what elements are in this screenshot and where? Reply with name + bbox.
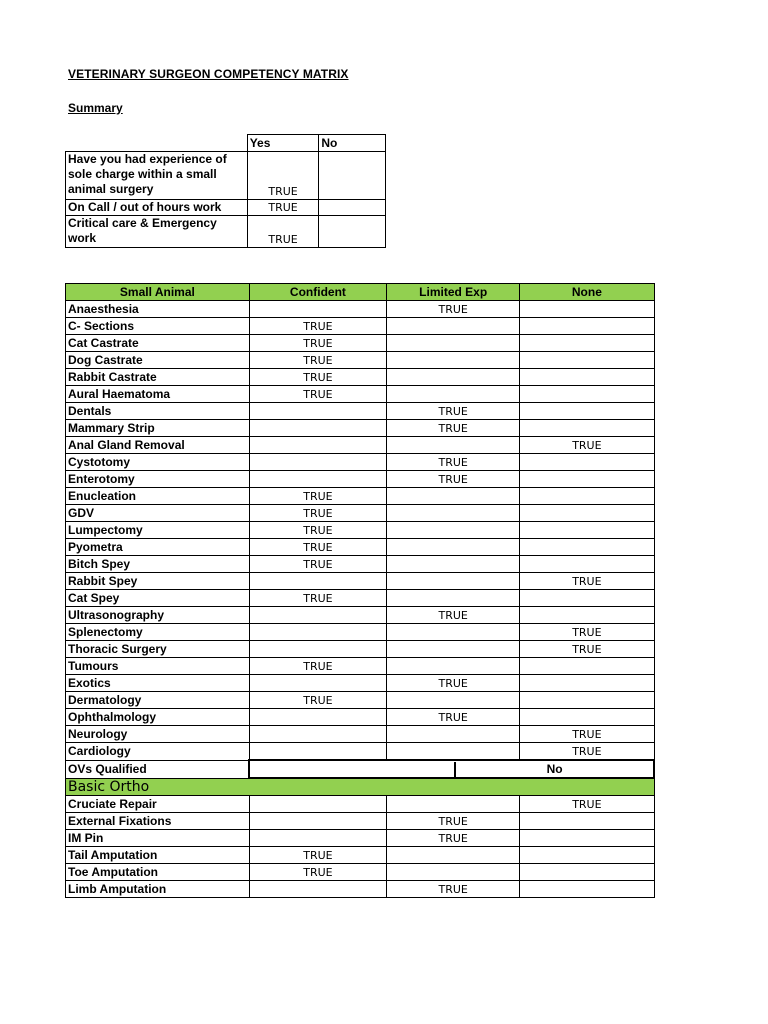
none-cell[interactable] xyxy=(520,335,654,352)
none-cell[interactable] xyxy=(520,386,654,403)
limited-exp-cell[interactable] xyxy=(387,386,520,403)
limited-exp-cell[interactable]: TRUE xyxy=(387,607,520,624)
matrix-row xyxy=(66,813,655,830)
none-cell[interactable] xyxy=(520,556,654,573)
confident-cell[interactable]: TRUE xyxy=(249,539,386,556)
matrix-row xyxy=(66,522,655,539)
confident-cell[interactable]: TRUE xyxy=(249,335,386,352)
none-cell[interactable] xyxy=(520,692,654,709)
matrix-row xyxy=(66,437,655,454)
procedure-name: Thoracic Surgery xyxy=(66,641,250,658)
confident-cell[interactable] xyxy=(249,471,386,488)
matrix-row xyxy=(66,318,655,335)
procedure-name: External Fixations xyxy=(66,813,250,830)
none-cell[interactable] xyxy=(520,318,654,335)
procedure-name: Enterotomy xyxy=(66,471,250,488)
matrix-row xyxy=(66,675,655,692)
limited-exp-cell[interactable] xyxy=(387,847,520,864)
none-cell[interactable] xyxy=(520,709,654,726)
summary-yes-cell[interactable]: TRUE xyxy=(247,152,319,200)
limited-exp-cell[interactable] xyxy=(387,692,520,709)
limited-exp-cell[interactable] xyxy=(387,641,520,658)
confident-cell[interactable] xyxy=(249,641,386,658)
confident-cell[interactable] xyxy=(249,830,386,847)
matrix-row xyxy=(66,847,655,864)
ovs-qualified-field[interactable] xyxy=(249,760,654,778)
procedure-name: Limb Amputation xyxy=(66,881,250,898)
none-cell[interactable] xyxy=(520,539,654,556)
limited-exp-cell[interactable] xyxy=(387,522,520,539)
limited-exp-cell[interactable] xyxy=(387,658,520,675)
procedure-name: Tail Amputation xyxy=(66,847,250,864)
none-cell[interactable] xyxy=(520,813,654,830)
header-none: None xyxy=(520,284,654,301)
procedure-name: Splenectomy xyxy=(66,624,250,641)
procedure-name: Rabbit Spey xyxy=(66,573,250,590)
matrix-row xyxy=(66,881,655,898)
confident-cell[interactable]: TRUE xyxy=(249,522,386,539)
procedure-name: Cardiology xyxy=(66,743,250,761)
confident-cell[interactable] xyxy=(249,420,386,437)
procedure-name: Ophthalmology xyxy=(66,709,250,726)
matrix-row xyxy=(66,420,655,437)
procedure-name: Exotics xyxy=(66,675,250,692)
confident-cell[interactable]: TRUE xyxy=(249,369,386,386)
ovs-qualified-label: OVs Qualified xyxy=(66,760,250,778)
confident-cell[interactable] xyxy=(249,813,386,830)
procedure-name: Pyometra xyxy=(66,539,250,556)
limited-exp-cell[interactable] xyxy=(387,726,520,743)
competency-matrix-table xyxy=(65,283,655,898)
procedure-name: Enucleation xyxy=(66,488,250,505)
none-cell[interactable]: TRUE xyxy=(520,641,654,658)
none-cell[interactable] xyxy=(520,658,654,675)
procedure-name: Anaesthesia xyxy=(66,301,250,318)
procedure-name: IM Pin xyxy=(66,830,250,847)
limited-exp-cell[interactable]: TRUE xyxy=(387,709,520,726)
summary-table xyxy=(65,134,386,248)
summary-header-no: No xyxy=(319,135,386,152)
none-cell[interactable] xyxy=(520,420,654,437)
limited-exp-cell[interactable] xyxy=(387,556,520,573)
none-cell[interactable] xyxy=(520,864,654,881)
matrix-row xyxy=(66,641,655,658)
procedure-name: Cystotomy xyxy=(66,454,250,471)
summary-no-cell[interactable] xyxy=(319,216,386,248)
matrix-row xyxy=(66,539,655,556)
section-header-basic-ortho xyxy=(66,778,655,796)
summary-question: On Call / out of hours work xyxy=(66,200,248,216)
summary-yes-cell[interactable]: TRUE xyxy=(247,216,319,248)
summary-header-blank xyxy=(66,135,248,152)
matrix-row xyxy=(66,658,655,675)
confident-cell[interactable]: TRUE xyxy=(249,505,386,522)
matrix-row xyxy=(66,403,655,420)
summary-row xyxy=(66,200,386,216)
matrix-row xyxy=(66,471,655,488)
procedure-name: Neurology xyxy=(66,726,250,743)
limited-exp-cell[interactable] xyxy=(387,352,520,369)
limited-exp-cell[interactable] xyxy=(387,505,520,522)
matrix-row xyxy=(66,386,655,403)
header-small-animal: Small Animal xyxy=(66,284,250,301)
procedure-name: Lumpectomy xyxy=(66,522,250,539)
none-cell[interactable] xyxy=(520,830,654,847)
confident-cell[interactable] xyxy=(249,675,386,692)
procedure-name: Rabbit Castrate xyxy=(66,369,250,386)
procedure-name: Cruciate Repair xyxy=(66,796,250,813)
matrix-body xyxy=(66,301,655,898)
matrix-row xyxy=(66,335,655,352)
confident-cell[interactable] xyxy=(249,437,386,454)
limited-exp-cell[interactable] xyxy=(387,864,520,881)
procedure-name: Mammary Strip xyxy=(66,420,250,437)
ovs-qualified-blank xyxy=(250,762,456,777)
none-cell[interactable]: TRUE xyxy=(520,573,654,590)
summary-no-cell[interactable] xyxy=(319,152,386,200)
limited-exp-cell[interactable]: TRUE xyxy=(387,830,520,847)
confident-cell[interactable]: TRUE xyxy=(249,864,386,881)
document-title: VETERINARY SURGEON COMPETENCY MATRIX xyxy=(68,67,349,81)
confident-cell[interactable] xyxy=(249,454,386,471)
matrix-row xyxy=(66,369,655,386)
matrix-header-row xyxy=(66,284,655,301)
procedure-name: Anal Gland Removal xyxy=(66,437,250,454)
matrix-row xyxy=(66,352,655,369)
limited-exp-cell[interactable] xyxy=(387,437,520,454)
section-title: Basic Ortho xyxy=(66,778,655,796)
summary-row xyxy=(66,152,386,200)
none-cell[interactable] xyxy=(520,471,654,488)
procedure-name: GDV xyxy=(66,505,250,522)
confident-cell[interactable] xyxy=(249,743,386,761)
matrix-row xyxy=(66,864,655,881)
confident-cell[interactable]: TRUE xyxy=(249,847,386,864)
confident-cell[interactable]: TRUE xyxy=(249,488,386,505)
procedure-name: Tumours xyxy=(66,658,250,675)
limited-exp-cell[interactable] xyxy=(387,573,520,590)
procedure-name: Cat Castrate xyxy=(66,335,250,352)
procedure-name: Dentals xyxy=(66,403,250,420)
header-confident: Confident xyxy=(249,284,386,301)
none-cell[interactable] xyxy=(520,301,654,318)
confident-cell[interactable] xyxy=(249,573,386,590)
confident-cell[interactable]: TRUE xyxy=(249,692,386,709)
summary-heading: Summary xyxy=(68,101,123,115)
confident-cell[interactable] xyxy=(249,403,386,420)
none-cell[interactable] xyxy=(520,454,654,471)
none-cell[interactable] xyxy=(520,522,654,539)
matrix-row xyxy=(66,454,655,471)
procedure-name: Dermatology xyxy=(66,692,250,709)
limited-exp-cell[interactable] xyxy=(387,796,520,813)
procedure-name: Bitch Spey xyxy=(66,556,250,573)
limited-exp-cell[interactable]: TRUE xyxy=(387,420,520,437)
none-cell[interactable]: TRUE xyxy=(520,796,654,813)
matrix-row xyxy=(66,505,655,522)
matrix-row xyxy=(66,573,655,590)
limited-exp-cell[interactable] xyxy=(387,369,520,386)
procedure-name: Aural Haematoma xyxy=(66,386,250,403)
procedure-name: Cat Spey xyxy=(66,590,250,607)
none-cell[interactable] xyxy=(520,881,654,898)
confident-cell[interactable] xyxy=(249,726,386,743)
confident-cell[interactable]: TRUE xyxy=(249,590,386,607)
none-cell[interactable] xyxy=(520,590,654,607)
matrix-row xyxy=(66,624,655,641)
summary-yes-cell[interactable]: TRUE xyxy=(247,200,319,216)
limited-exp-cell[interactable] xyxy=(387,318,520,335)
matrix-row xyxy=(66,726,655,743)
limited-exp-cell[interactable]: TRUE xyxy=(387,454,520,471)
none-cell[interactable] xyxy=(520,675,654,692)
none-cell[interactable] xyxy=(520,847,654,864)
matrix-row xyxy=(66,301,655,318)
confident-cell[interactable]: TRUE xyxy=(249,386,386,403)
confident-cell[interactable]: TRUE xyxy=(249,556,386,573)
none-cell[interactable]: TRUE xyxy=(520,743,654,761)
limited-exp-cell[interactable] xyxy=(387,743,520,761)
matrix-row xyxy=(66,692,655,709)
summary-question: Critical care & Emergency work xyxy=(66,216,248,248)
procedure-name: Toe Amputation xyxy=(66,864,250,881)
matrix-row xyxy=(66,590,655,607)
procedure-name: C- Sections xyxy=(66,318,250,335)
limited-exp-cell[interactable] xyxy=(387,539,520,556)
confident-cell[interactable] xyxy=(249,624,386,641)
limited-exp-cell[interactable] xyxy=(387,590,520,607)
limited-exp-cell[interactable]: TRUE xyxy=(387,403,520,420)
limited-exp-cell[interactable] xyxy=(387,488,520,505)
summary-no-cell[interactable] xyxy=(319,200,386,216)
confident-cell[interactable] xyxy=(249,607,386,624)
none-cell[interactable] xyxy=(520,607,654,624)
confident-cell[interactable]: TRUE xyxy=(249,318,386,335)
procedure-name: Ultrasonography xyxy=(66,607,250,624)
matrix-row xyxy=(66,488,655,505)
limited-exp-cell[interactable]: TRUE xyxy=(387,881,520,898)
none-cell[interactable]: TRUE xyxy=(520,624,654,641)
confident-cell[interactable] xyxy=(249,881,386,898)
summary-row xyxy=(66,216,386,248)
matrix-row xyxy=(66,796,655,813)
summary-header-row xyxy=(66,135,386,152)
matrix-row xyxy=(66,830,655,847)
none-cell[interactable]: TRUE xyxy=(520,437,654,454)
matrix-row xyxy=(66,556,655,573)
limited-exp-cell[interactable] xyxy=(387,624,520,641)
none-cell[interactable] xyxy=(520,352,654,369)
none-cell[interactable] xyxy=(520,403,654,420)
limited-exp-cell[interactable]: TRUE xyxy=(387,675,520,692)
limited-exp-cell[interactable]: TRUE xyxy=(387,471,520,488)
limited-exp-cell[interactable] xyxy=(387,335,520,352)
confident-cell[interactable]: TRUE xyxy=(249,658,386,675)
confident-cell[interactable]: TRUE xyxy=(249,352,386,369)
matrix-row xyxy=(66,709,655,726)
none-cell[interactable] xyxy=(520,505,654,522)
ovs-qualified-value[interactable]: No xyxy=(546,761,563,776)
summary-header-yes: Yes xyxy=(247,135,319,152)
none-cell[interactable] xyxy=(520,369,654,386)
header-limited-exp: Limited Exp xyxy=(387,284,520,301)
procedure-name: Dog Castrate xyxy=(66,352,250,369)
ovs-qualified-row xyxy=(66,760,655,778)
confident-cell[interactable] xyxy=(249,301,386,318)
none-cell[interactable]: TRUE xyxy=(520,726,654,743)
confident-cell[interactable] xyxy=(249,796,386,813)
limited-exp-cell[interactable]: TRUE xyxy=(387,813,520,830)
matrix-row xyxy=(66,743,655,761)
matrix-row xyxy=(66,607,655,624)
summary-question: Have you had experience of sole charge within a small animal surgery xyxy=(66,152,248,200)
none-cell[interactable] xyxy=(520,488,654,505)
confident-cell[interactable] xyxy=(249,709,386,726)
limited-exp-cell[interactable]: TRUE xyxy=(387,301,520,318)
